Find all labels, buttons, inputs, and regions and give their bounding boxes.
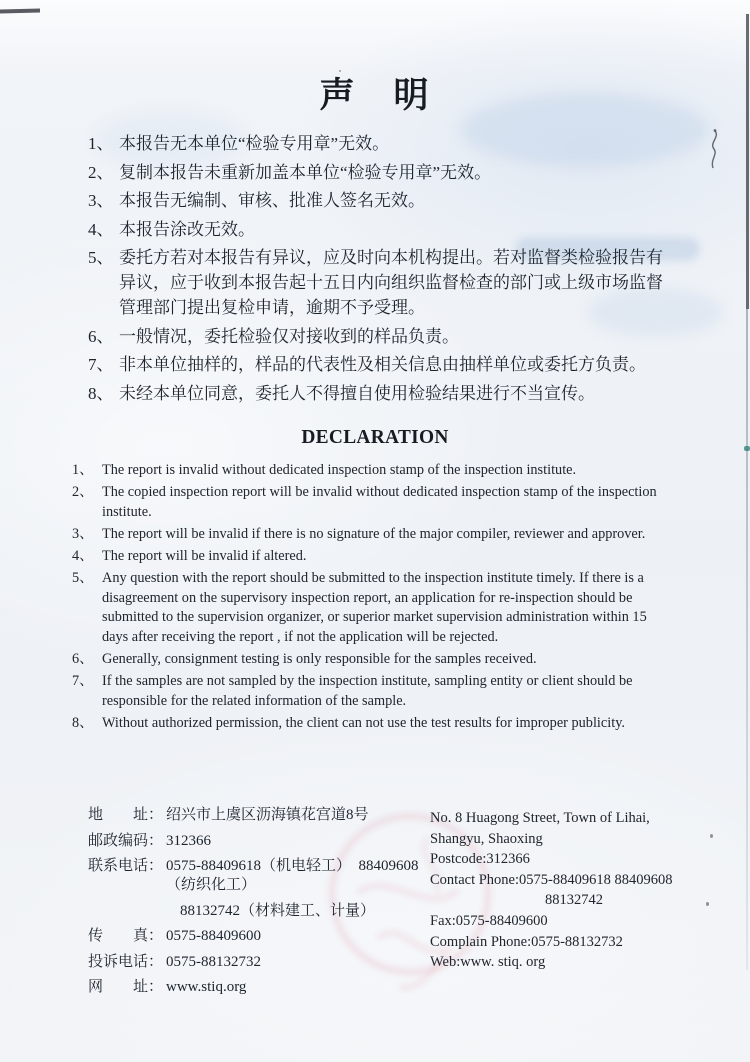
cn-item — [88, 324, 670, 349]
item-number: 2、 — [72, 484, 94, 501]
contact-label: 网 址： — [88, 979, 164, 995]
item-number: 1、 — [88, 134, 114, 153]
en-item — [70, 714, 670, 734]
contact-value: www.stiq.org — [166, 979, 247, 995]
item-text: 本报告涂改无效。 — [119, 219, 255, 239]
item-number: 3、 — [88, 191, 114, 210]
contact-en-line: Postcode:312366 — [430, 851, 530, 868]
cn-item — [88, 188, 670, 213]
item-text: 本报告无编制、审核、批准人签名无效。 — [119, 191, 425, 210]
contact-en-line: Web:www. stiq. org — [430, 954, 546, 971]
en-item — [70, 461, 670, 481]
contact-label: 地 址： — [88, 807, 164, 823]
contact-row-address — [88, 806, 423, 825]
contact-value — [166, 857, 423, 921]
item-number: 6、 — [72, 650, 94, 667]
contact-row-fax — [88, 927, 423, 946]
ink-squiggle-artifact — [703, 128, 727, 176]
contact-info-en — [430, 808, 735, 973]
cn-item — [88, 352, 670, 377]
declaration-heading: DECLARATION — [301, 426, 449, 448]
item-number: 8、 — [88, 383, 114, 403]
cn-item — [88, 381, 670, 406]
item-number: 3、 — [72, 525, 94, 542]
item-text: If the samples are not sampled by the inspection institute, sampling entity or client should be responsible for the related information of the sample. — [102, 672, 633, 709]
contact-en-line: Shangyu, Shaoxing — [430, 830, 543, 847]
contact-en-line: Contact Phone:0575-88409618 88409608 — [430, 871, 673, 888]
item-text: 复制本报告未重新加盖本单位“检验专用章”无效。 — [119, 162, 492, 182]
contact-en-line: Complain Phone:0575-88132732 — [430, 933, 623, 950]
contact-row-complaint — [88, 953, 423, 972]
contact-phone-line2: 88132742（材料建工、计量） — [180, 902, 376, 919]
item-text: The report is invalid without dedicated inspection stamp of the inspection institute. — [102, 462, 577, 478]
item-text: 未经本单位同意，委托人不得擅自使用检验结果进行不当宣传。 — [119, 383, 595, 403]
contact-label: 投诉电话： — [88, 953, 164, 970]
contact-info-cn — [88, 806, 423, 1004]
en-item — [70, 547, 670, 567]
item-text: Generally, consignment testing is only responsible for the samples received. — [102, 650, 537, 667]
contact-label: 联系电话： — [88, 858, 164, 874]
item-text: 非本单位抽样的，样品的代表性及相关信息由抽样单位或委托方负责。 — [119, 355, 646, 374]
contact-label: 传 真： — [88, 928, 164, 944]
item-text: 一般情况，委托检验仅对接收到的样品负责。 — [119, 326, 459, 346]
item-number: 5、 — [72, 569, 94, 586]
contact-value: 绍兴市上虞区沥海镇花宫道8号 — [166, 807, 369, 823]
en-item — [70, 525, 670, 545]
contact-en-line: No. 8 Huagong Street, Town of Lihai, — [430, 810, 650, 826]
item-number: 7、 — [88, 355, 114, 374]
cn-item — [88, 131, 670, 156]
scan-edge-line-faint — [746, 305, 748, 970]
cn-declaration-list — [88, 131, 670, 409]
cn-item — [88, 160, 670, 185]
scan-edge-line — [746, 14, 749, 309]
item-number: 4、 — [88, 219, 114, 239]
page-title: 声 明 — [319, 76, 431, 115]
contact-row-web — [88, 978, 423, 997]
item-number: 8、 — [72, 714, 94, 731]
en-item — [70, 672, 670, 711]
contact-value: 0575-88409600 — [166, 928, 261, 944]
item-number: 2、 — [88, 162, 114, 182]
en-item — [70, 650, 670, 670]
item-text: Any question with the report should be submitted to the inspection institute timely. If there is a disagreement on the supervisory inspection report, an application for re-inspection should be submitted to the supervision organizer, or superior market supervision administration within 15 days after receiving the report , if not the application will be rejected. — [102, 569, 647, 645]
item-text: The report will be invalid if there is no signature of the major compiler, reviewer and approver. — [102, 525, 646, 542]
contact-label: 邮政编码： — [88, 832, 164, 849]
item-number: 1、 — [72, 462, 94, 478]
contact-phone-line1: 0575-88409618（机电轻工） 88409608（纺织化工） — [166, 858, 419, 893]
item-text: 本报告无本单位“检验专用章”无效。 — [119, 134, 390, 153]
item-number: 7、 — [72, 672, 94, 689]
contact-row-phone — [88, 857, 423, 921]
cn-item — [88, 245, 670, 320]
en-declaration-list — [70, 461, 670, 736]
en-item — [70, 483, 670, 522]
contact-row-postcode — [88, 832, 423, 851]
item-number: 4、 — [72, 547, 94, 564]
item-number: 5、 — [88, 248, 114, 267]
item-text: The report will be invalid if altered. — [102, 547, 307, 564]
item-text: The copied inspection report will be invalid without dedicated inspection stamp of the inspection institute. — [102, 484, 657, 520]
item-number: 6、 — [88, 326, 114, 346]
item-text: 委托方若对本报告有异议，应及时向本机构提出。若对监督类检验报告有异议，应于收到本报告起十五日内向组织监督检查的部门或上级市场监督管理部门提出复检申请，逾期不予受理。 — [119, 248, 663, 317]
item-text: Without authorized permission, the client can not use the test results for improper publicity. — [102, 714, 625, 731]
scan-corner-artifact — [0, 8, 40, 13]
contact-en-line: Fax:0575-88409600 — [430, 912, 548, 929]
cn-item — [88, 217, 670, 242]
contact-value: 312366 — [166, 832, 211, 849]
scan-teal-speck — [744, 446, 750, 451]
en-item — [70, 569, 670, 647]
contact-en-line: 88132742 — [545, 892, 603, 909]
contact-value: 0575-88132732 — [166, 953, 261, 970]
